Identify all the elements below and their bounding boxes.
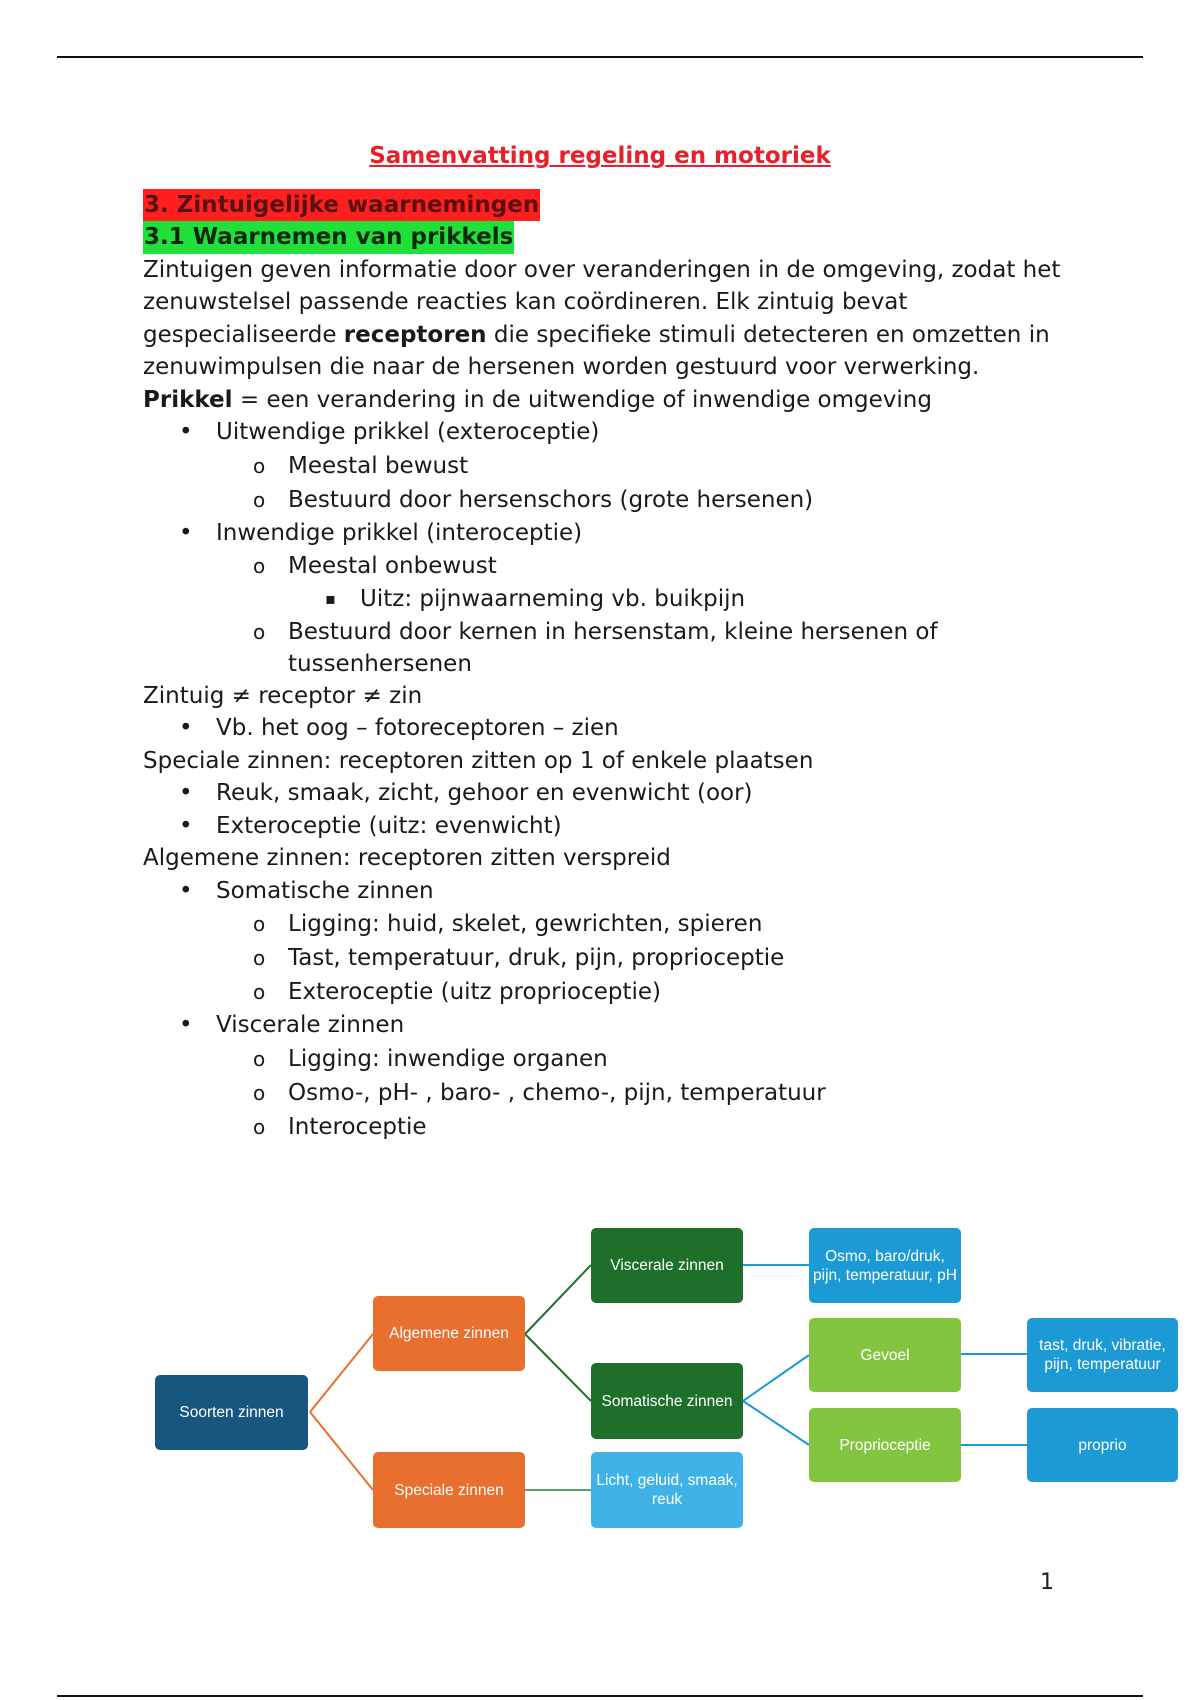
list-item: o Interoceptie (143, 1110, 1063, 1144)
connector-soorten-speciale (310, 1412, 373, 1490)
list-item: o Bestuurd door hersenschors (grote hersenen) (143, 483, 1063, 517)
node-viscerale-zinnen: Viscerale zinnen (591, 1228, 743, 1303)
intro-text-1: Zintuigen geven informatie door over veranderingen in de omgeving, zodat het zenuwstelsel passende reacties kan coördineren. Elk zintuig bevat gespecialiseerde (143, 256, 1061, 348)
connector-algemene-somatische (525, 1334, 591, 1401)
list-item: • Reuk, smaak, zicht, gehoor en evenwicht (oor) (143, 777, 1063, 810)
intro-paragraph (143, 254, 1063, 384)
list-item: o Bestuurd door kernen in hersenstam, kleine hersenen of tussenhersenen (143, 616, 1063, 680)
page-number: 1 (1040, 1570, 1054, 1595)
list-item: o Meestal onbewust (143, 549, 1063, 583)
node-osmo-baro: Osmo, baro/druk, pijn, temperatuur, pH (809, 1228, 961, 1303)
connector-soorten-algemene (310, 1334, 373, 1412)
node-speciale-zinnen: Speciale zinnen (373, 1452, 525, 1528)
top-rule (57, 56, 1143, 58)
intro-text-2: die specifieke stimuli detecteren en omzetten in zenuwimpulsen die naar de hersenen worden gestuurd voor verwerking. (143, 321, 1050, 380)
list-item: • Viscerale zinnen (143, 1009, 1063, 1042)
list-item: o Tast, temperatuur, druk, pijn, proprioceptie (143, 941, 1063, 975)
list-item: • Inwendige prikkel (interoceptie) (143, 517, 1063, 550)
connector-somatische-gevoel (743, 1355, 809, 1401)
intro-bold: receptoren (343, 321, 487, 348)
connector-algemene-viscerale (525, 1265, 591, 1334)
prikkel-term: Prikkel (143, 386, 233, 413)
node-licht-geluid: Licht, geluid, smaak, reuk (591, 1452, 743, 1528)
connector-somatische-proprioceptie (743, 1401, 809, 1445)
heading-section: 3.1 Waarnemen van prikkels (143, 221, 514, 254)
speciale-line: Speciale zinnen: receptoren zitten op 1 of enkele plaatsen (143, 747, 814, 774)
list-item: • Vb. het oog – fotoreceptoren – zien (143, 712, 1063, 745)
node-somatische-zinnen: Somatische zinnen (591, 1363, 743, 1439)
list-item: o Osmo-, pH- , baro- , chemo-, pijn, temperatuur (143, 1076, 1063, 1110)
prikkel-definition (143, 384, 1063, 417)
node-tast-druk: tast, druk, vibratie, pijn, temperatuur (1027, 1318, 1178, 1392)
bottom-rule (57, 1695, 1143, 1697)
node-gevoel: Gevoel (809, 1318, 961, 1392)
node-algemene-zinnen: Algemene zinnen (373, 1296, 525, 1371)
list-item: ▪ Uitz: pijnwaarneming vb. buikpijn (143, 583, 1063, 616)
algemene-line: Algemene zinnen: receptoren zitten verspreid (143, 845, 671, 871)
zintuig-line: Zintuig ≠ receptor ≠ zin (143, 682, 423, 709)
node-proprio: proprio (1027, 1408, 1178, 1482)
list-item: • Exteroceptie (uitz: evenwicht) (143, 810, 1063, 843)
list-item: • Uitwendige prikkel (exteroceptie) (143, 416, 1063, 449)
node-proprioceptie: Proprioceptie (809, 1408, 961, 1482)
list-item: o Exteroceptie (uitz proprioceptie) (143, 975, 1063, 1009)
list-item: o Ligging: huid, skelet, gewrichten, spieren (143, 907, 1063, 941)
document-body (143, 140, 1063, 1144)
prikkel-def: = een verandering in de uitwendige of inwendige omgeving (232, 386, 932, 413)
list-item: • Somatische zinnen (143, 875, 1063, 908)
list-item: o Meestal bewust (143, 449, 1063, 483)
list-item: o Ligging: inwendige organen (143, 1042, 1063, 1076)
page-title: Samenvatting regeling en motoriek (369, 143, 831, 169)
heading-chapter: 3. Zintuigelijke waarnemingen (143, 189, 540, 222)
node-soorten-zinnen: Soorten zinnen (155, 1375, 308, 1450)
